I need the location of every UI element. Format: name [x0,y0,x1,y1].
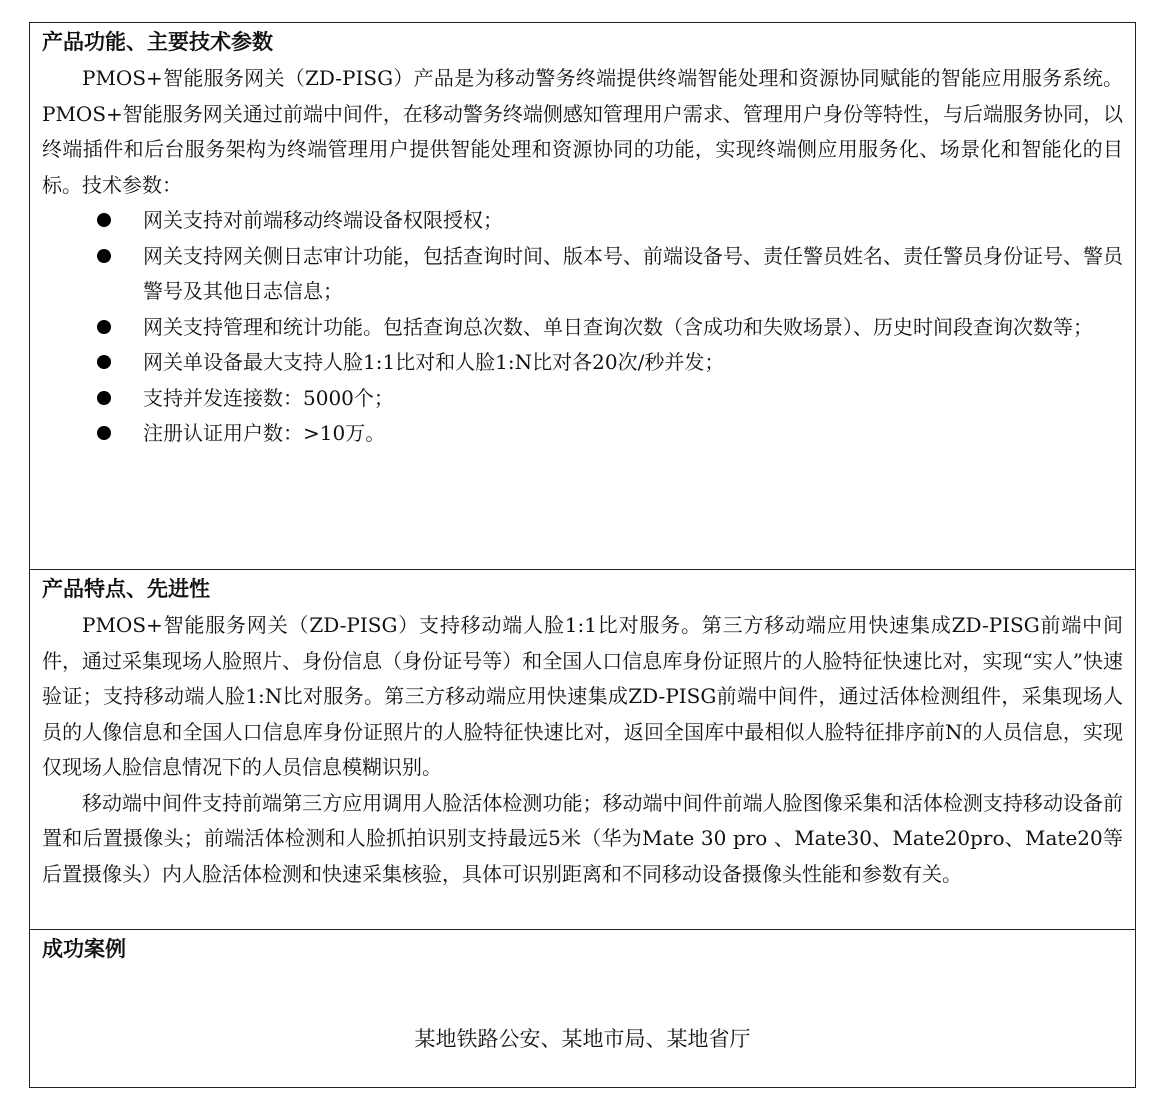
features-section-title: 产品特点、先进性 [42,577,210,601]
list-item [42,345,1123,381]
list-item [42,416,1123,452]
list-item-text: 网关支持对前端移动终端设备权限授权； [143,208,503,232]
function-intro-paragraph: PMOS+智能服务网关（ZD-PISG）产品是为移动警务终端提供终端智能处理和资源协同赋能的智能应用服务系统。PMOS+智能服务网关通过前端中间件，在移动警务终端侧感知管理用户需求、管理用户身份等特性，与后端服务协同，以终端插件和后台服务架构为终端管理用户提供智能处理和资源协同的功能，实现终端侧应用服务化、场景化和智能化的目标。技术参数： [42,66,1123,197]
features-section [30,569,1135,929]
product-info-table [29,22,1136,1088]
list-item-text: 网关单设备最大支持人脸1:1比对和人脸1:N比对各20次/秒并发； [143,350,725,374]
features-paragraph-2: 移动端中间件支持前端第三方应用调用人脸活体检测功能；移动端中间件前端人脸图像采集和活体检测支持移动设备前置和后置摄像头；前端活体检测和人脸抓拍识别支持最远5米（华为Mate 30 pro 、Mate30、Mate20pro、Mate20等后置摄像头）内人脸活体检测和快速采集核验，具体可识别距离和不同移动设备摄像头性能和参数有关。 [42,790,1123,886]
list-item-text: 注册认证用户数：>10万。 [143,421,386,445]
cases-text: 某地铁路公安、某地市局、某地省厅 [414,1027,751,1051]
tech-params-list [42,203,1123,452]
bullet-icon [97,391,111,405]
list-item [42,310,1123,346]
list-item-text: 网关支持网关侧日志审计功能，包括查询时间、版本号、前端设备号、责任警员姓名、责任警员身份证号、警员警号及其他日志信息； [143,243,1123,303]
bullet-icon [97,426,111,440]
bullet-icon [97,355,111,369]
list-item [42,203,1123,239]
list-item-text: 支持并发连接数：5000个； [143,385,394,410]
function-section-title: 产品功能、主要技术参数 [42,30,273,54]
bullet-icon [97,249,111,263]
list-item [42,239,1123,310]
list-item-text: 网关支持管理和统计功能。包括查询总次数、单日查询次数（含成功和失败场景）、历史时间段查询次数等； [143,314,1093,339]
bullet-icon [97,213,111,227]
cases-section [30,929,1135,1087]
features-content [42,608,1123,892]
cases-section-title: 成功案例 [42,937,126,961]
function-section [30,23,1135,569]
bullet-icon [97,320,111,334]
list-item [42,381,1123,417]
function-content [42,61,1123,452]
features-paragraph-1: PMOS+智能服务网关（ZD-PISG）支持移动端人脸1:1比对服务。第三方移动端应用快速集成ZD-PISG前端中间件，通过采集现场人脸照片、身份信息（身份证号等）和全国人口信息库身份证照片的人脸特征快速比对，实现“实人”快速验证；支持移动端人脸1:N比对服务。第三方移动端应用快速集成ZD-PISG前端中间件，通过活体检测组件，采集现场人员的人像信息和全国人口信息库身份证照片的人脸特征快速比对，返回全国库中最相似人脸特征排序前N的人员信息，实现仅现场人脸信息情况下的人员信息模糊识别。 [42,613,1123,779]
